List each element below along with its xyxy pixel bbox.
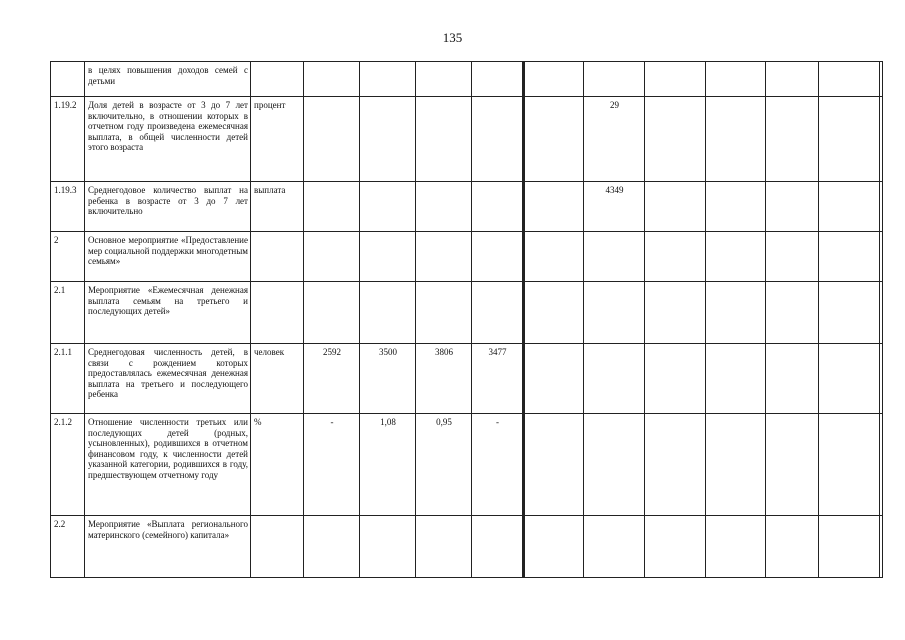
value-cell [472, 62, 524, 97]
indicators-table [50, 61, 883, 578]
row-number-cell: 2 [51, 232, 85, 282]
unit-cell: человек [251, 344, 304, 414]
value-cell [766, 182, 819, 232]
indicator-name-cell: Среднегодовое количество выплат на ребенка в возрасте от 3 до 7 лет включительно [85, 182, 251, 232]
value-cell [645, 232, 706, 282]
unit-cell [251, 282, 304, 344]
value-cell [819, 282, 880, 344]
unit-cell [251, 62, 304, 97]
value-cell: 3806 [416, 344, 472, 414]
value-cell [880, 282, 883, 344]
value-cell [880, 414, 883, 516]
indicator-name-cell: Среднегодовая численность детей, в связи с рождением которых предоставлялась ежемесячная денежная выплата на третьего и последующего ребенка [85, 344, 251, 414]
value-cell: 1,08 [360, 414, 416, 516]
value-cell [472, 232, 524, 282]
value-cell: - [472, 414, 524, 516]
indicator-name-cell: Отношение численности третьих или последующих детей (родных, усыновленных), родившихся в отчетном финансовом году, к численности детей указанной категории, родившихся в году, предшествующем отчетному году [85, 414, 251, 516]
value-cell [304, 516, 360, 578]
value-cell [584, 344, 645, 414]
value-cell [766, 344, 819, 414]
value-cell [819, 97, 880, 182]
value-cell [472, 97, 524, 182]
value-cell [706, 414, 766, 516]
value-cell: 29 [584, 97, 645, 182]
value-cell: - [304, 414, 360, 516]
value-cell [584, 282, 645, 344]
value-cell [524, 282, 584, 344]
value-cell [524, 344, 584, 414]
value-cell [706, 344, 766, 414]
value-cell [416, 97, 472, 182]
indicator-name-cell: Основное мероприятие «Предоставление мер социальной поддержки многодетным семьям» [85, 232, 251, 282]
value-cell [819, 414, 880, 516]
indicator-name-cell: Мероприятие «Ежемесячная денежная выплата семьям на третьего и последующих детей» [85, 282, 251, 344]
value-cell [819, 232, 880, 282]
value-cell [880, 232, 883, 282]
value-cell [880, 516, 883, 578]
value-cell [416, 282, 472, 344]
table-row [51, 516, 883, 578]
value-cell [472, 516, 524, 578]
value-cell [304, 282, 360, 344]
unit-cell: % [251, 414, 304, 516]
value-cell [880, 62, 883, 97]
value-cell [472, 282, 524, 344]
indicator-name-cell: в целях повышения доходов семей с детьми [85, 62, 251, 97]
value-cell [360, 282, 416, 344]
table-row [51, 344, 883, 414]
value-cell [416, 182, 472, 232]
value-cell [645, 97, 706, 182]
value-cell [360, 182, 416, 232]
value-cell [360, 516, 416, 578]
value-cell: 2592 [304, 344, 360, 414]
value-cell [645, 414, 706, 516]
row-number-cell: 2.2 [51, 516, 85, 578]
table-row [51, 97, 883, 182]
value-cell [524, 232, 584, 282]
value-cell [524, 97, 584, 182]
value-cell [766, 62, 819, 97]
unit-cell: выплата [251, 182, 304, 232]
unit-cell [251, 232, 304, 282]
value-cell: 3477 [472, 344, 524, 414]
value-cell [706, 62, 766, 97]
value-cell [766, 282, 819, 344]
value-cell [304, 232, 360, 282]
table-row [51, 282, 883, 344]
value-cell [880, 97, 883, 182]
value-cell [416, 232, 472, 282]
value-cell [880, 182, 883, 232]
value-cell [766, 516, 819, 578]
value-cell [584, 232, 645, 282]
row-number-cell: 2.1.2 [51, 414, 85, 516]
value-cell [645, 282, 706, 344]
indicator-name-cell: Доля детей в возрасте от 3 до 7 лет включительно, в отношении которых в отчетном году произведена ежемесячная выплата, в общей численности детей этого возраста [85, 97, 251, 182]
row-number-cell [51, 62, 85, 97]
value-cell [304, 97, 360, 182]
value-cell [819, 62, 880, 97]
value-cell [706, 516, 766, 578]
value-cell [524, 182, 584, 232]
value-cell [584, 414, 645, 516]
value-cell [766, 232, 819, 282]
value-cell [524, 414, 584, 516]
value-cell [819, 516, 880, 578]
value-cell: 4349 [584, 182, 645, 232]
value-cell [360, 97, 416, 182]
value-cell [360, 62, 416, 97]
value-cell [584, 62, 645, 97]
indicator-name-cell: Мероприятие «Выплата регионального материнского (семейного) капитала» [85, 516, 251, 578]
value-cell [706, 282, 766, 344]
table-row [51, 182, 883, 232]
row-number-cell: 2.1.1 [51, 344, 85, 414]
table-row [51, 232, 883, 282]
table-row [51, 62, 883, 97]
value-cell [645, 62, 706, 97]
value-cell [819, 344, 880, 414]
value-cell: 3500 [360, 344, 416, 414]
row-number-cell: 2.1 [51, 282, 85, 344]
value-cell [524, 516, 584, 578]
value-cell [766, 97, 819, 182]
value-cell [706, 97, 766, 182]
value-cell [819, 182, 880, 232]
value-cell [472, 182, 524, 232]
value-cell [766, 414, 819, 516]
value-cell: 0,95 [416, 414, 472, 516]
value-cell [706, 182, 766, 232]
value-cell [706, 232, 766, 282]
unit-cell [251, 516, 304, 578]
page-number: 135 [442, 30, 463, 45]
value-cell [584, 516, 645, 578]
value-cell [524, 62, 584, 97]
value-cell [416, 516, 472, 578]
unit-cell: процент [251, 97, 304, 182]
value-cell [304, 62, 360, 97]
table-body [51, 62, 883, 578]
value-cell [880, 344, 883, 414]
value-cell [645, 344, 706, 414]
row-number-cell: 1.19.2 [51, 97, 85, 182]
value-cell [360, 232, 416, 282]
value-cell [304, 182, 360, 232]
value-cell [416, 62, 472, 97]
value-cell [645, 516, 706, 578]
value-cell [645, 182, 706, 232]
table-row [51, 414, 883, 516]
row-number-cell: 1.19.3 [51, 182, 85, 232]
